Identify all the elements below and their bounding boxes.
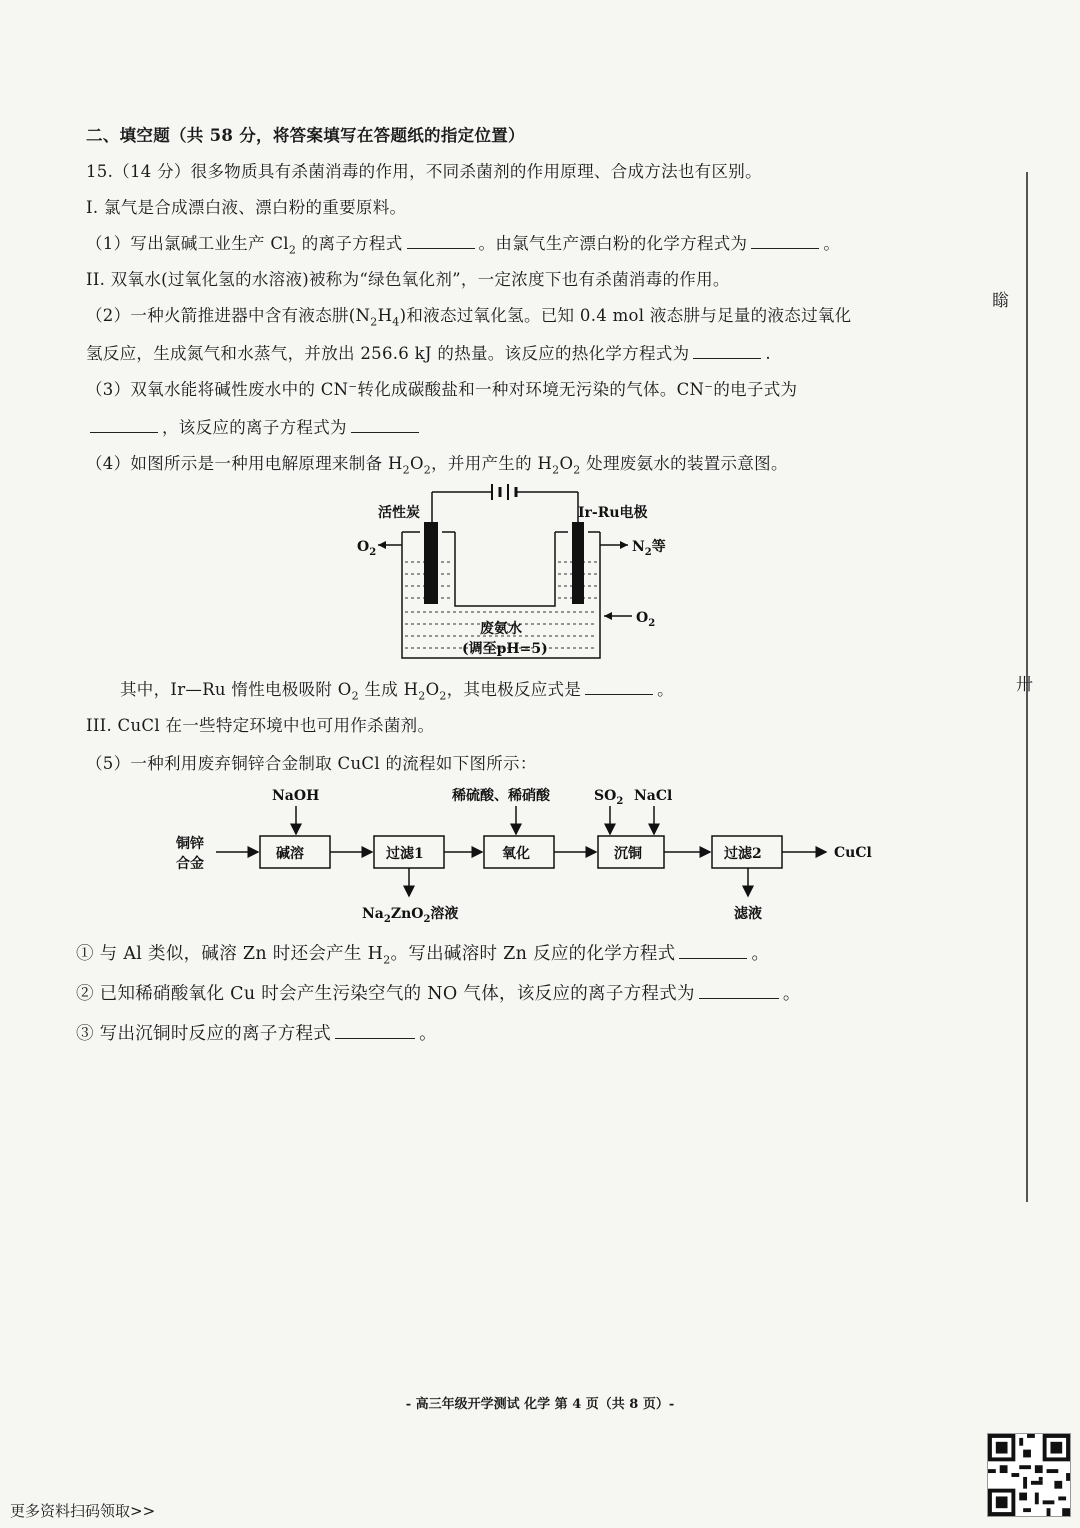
flow-box-5-label: 过滤2 <box>724 846 762 862</box>
liquid-label: 废氨水 <box>480 621 522 637</box>
flow-start-line1: 铜锌 <box>176 836 204 852</box>
flow-output-filtrate: 滤液 <box>734 906 762 922</box>
question-2-line1: （2）一种火箭推进器中含有液态肼$(N_2H_4)$和液态过氧化氢。已知 0.4 mol 液态肼与足量的液态过氧化 <box>86 306 852 329</box>
question-3-line2: ，该反应的离子方程式为 <box>86 414 423 438</box>
question-3-line1: （3）双氧水能将碱性废水中的 CN⁻转化成碳酸盐和一种对环境无污染的气体。CN⁻的电子式为 <box>86 380 798 399</box>
part-3-title: III. CuCl 在一些特定环境中也可用作杀菌剂。 <box>86 716 435 735</box>
flow-input-so2: $SO_2$ <box>594 788 624 807</box>
part-2-title: II. 双氧水(过氧化氢的水溶液)被称为“绿色氧化剂”，一定浓度下也有杀菌消毒的作用。 <box>86 270 730 289</box>
more-resources-link[interactable]: 更多资料扫码领取>> <box>10 1502 156 1520</box>
answer-blank[interactable] <box>679 957 747 959</box>
right-electrode-label: Ir-Ru电极 <box>578 505 648 521</box>
answer-blank[interactable] <box>335 1037 415 1039</box>
flow-input-naoh: NaOH <box>272 788 320 804</box>
liquid-note: (调至pH=5) <box>462 641 548 657</box>
qr-code-icon[interactable] <box>987 1433 1071 1517</box>
answer-blank[interactable] <box>699 997 779 999</box>
question-4-intro: （4）如图所示是一种用电解原理来制备 $H_2O_2$，并用产生的 $H_2O_2$ 处理废氨水的装置示意图。 <box>86 454 788 477</box>
side-mark-2: 卅 <box>1016 675 1033 695</box>
flow-input-acids: 稀硫酸、稀硝酸 <box>452 788 550 804</box>
flow-end-label: CuCl <box>834 845 872 861</box>
o2-in-label: $O_2$ <box>636 610 656 629</box>
question-5-intro: （5）一种利用废弃铜锌合金制取 CuCl 的流程如下图所示： <box>86 754 537 773</box>
flow-start-line2: 合金 <box>176 856 204 872</box>
flow-box-2-label: 过滤1 <box>386 846 424 862</box>
n2-out-label: $N_2$等 <box>632 539 666 558</box>
sub-question-2: ② 已知稀硝酸氧化 Cu 时会产生污染空气的 NO 气体，该反应的离子方程式为 。 <box>76 984 801 1004</box>
flow-box-3-label: 氧化 <box>502 846 530 862</box>
page-footer: - 高三年级开学测试 化学 第 4 页（共 8 页）- <box>405 1397 675 1412</box>
question-4-tail: 其中，Ir—Ru 惰性电极吸附 $O_2$ 生成 $H_2O_2$，其电极反应式是 。 <box>120 680 674 703</box>
sub-question-1: ① 与 Al 类似，碱溶 Zn 时还会产生 $H_2$。写出碱溶时 Zn 反应的化学方程式 。 <box>76 944 770 967</box>
sub-question-3: ③ 写出沉铜时反应的离子方程式 。 <box>76 1024 437 1044</box>
flow-input-nacl: NaCl <box>634 788 673 804</box>
part-1-title: I. 氯气是合成漂白液、漂白粉的重要原料。 <box>86 198 407 217</box>
question-1: （1）写出氯碱工业生产 $Cl_2$ 的离子方程式 。由氯气生产漂白粉的化学方程式为 。 <box>86 234 841 257</box>
section-title: 二、填空题（共 58 分，将答案填写在答题纸的指定位置） <box>86 126 525 145</box>
flow-box-1-label: 碱溶 <box>276 846 304 862</box>
flow-output-na2zno2: $Na_2ZnO_2$溶液 <box>362 906 459 925</box>
question-2-line2: 氢反应，生成氮气和水蒸气，并放出 256.6 kJ 的热量。该反应的热化学方程式为 . <box>86 344 771 363</box>
o2-out-label: $O_2$ <box>357 539 377 558</box>
question-15-intro: 15.（14 分）很多物质具有杀菌消毒的作用，不同杀菌剂的作用原理、合成方法也有区别。 <box>86 162 762 181</box>
flow-box-4-label: 沉铜 <box>614 846 642 862</box>
side-mark-1: 瞈 <box>992 291 1009 311</box>
left-electrode-label: 活性炭 <box>378 505 420 521</box>
